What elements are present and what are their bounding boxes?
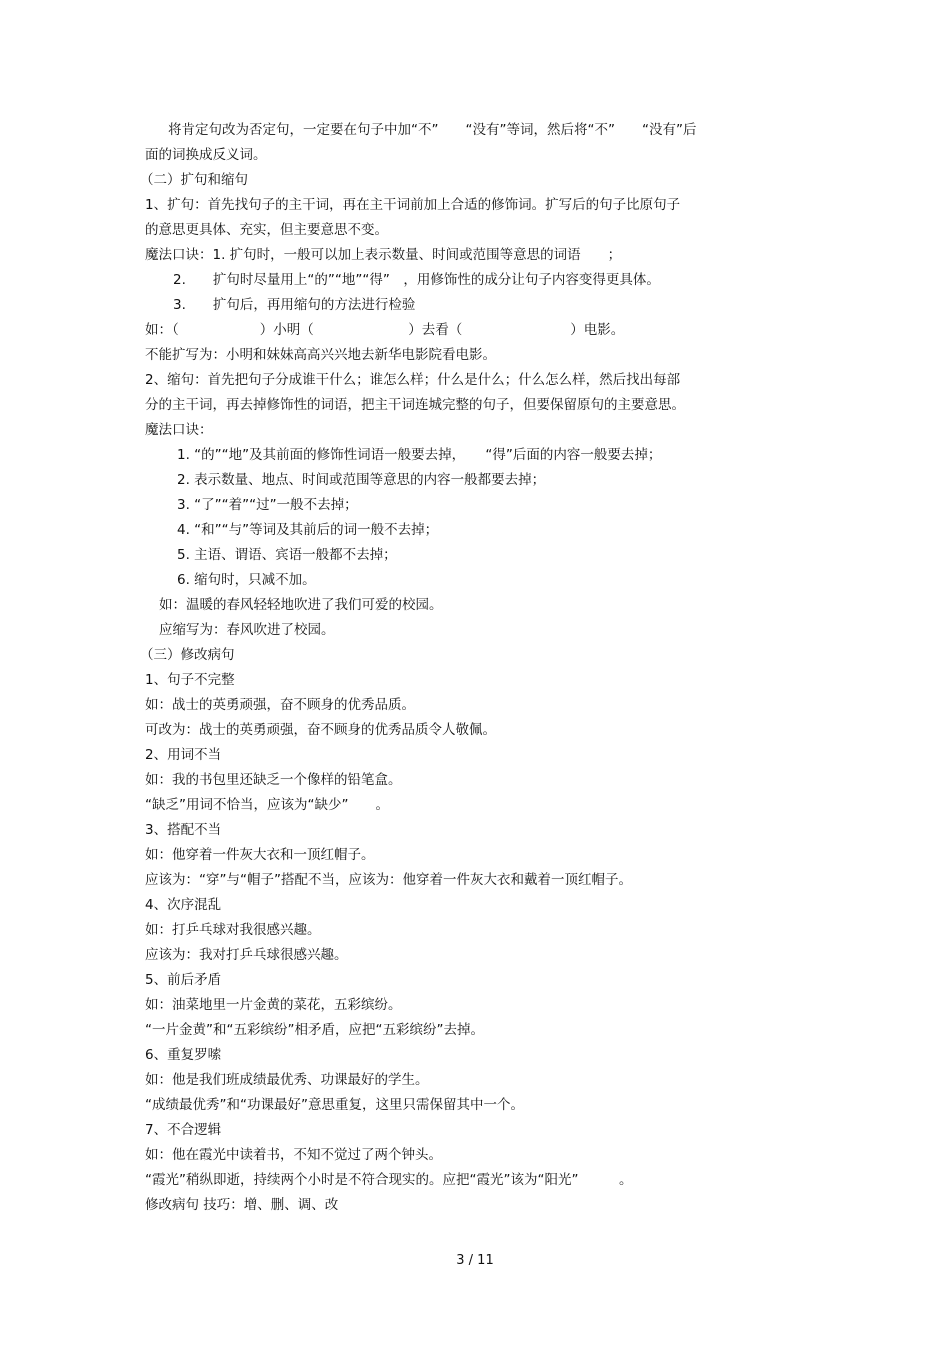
text-line: 如：战士的英勇顽强，奋不顾身的优秀品质。 [145, 697, 415, 713]
text-line: 如：温暖的春风轻轻地吹进了我们可爱的校园。 [159, 597, 443, 613]
text-line: 如：他是我们班成绩最优秀、功课最好的学生。 [145, 1072, 429, 1088]
text-line: 将肯定句改为否定句，一定要在句子中加“不” “没有”等词，然后将“不” “没有”后 [168, 122, 697, 138]
text-line: 1、扩句：首先找句子的主干词，再在主干词前加上合适的修饰词。扩写后的句子比原句子 [145, 197, 681, 213]
subheading: 6、重复罗嗦 [145, 1047, 222, 1063]
text-line: 魔法口诀： [145, 422, 213, 438]
text-line: “霞光”稍纵即逝，持续两个小时是不符合现实的。应把“霞光”该为“阳光” 。 [145, 1172, 633, 1188]
subheading: 1、句子不完整 [145, 672, 235, 688]
list-item: 6. 缩句时，只减不加。 [177, 572, 316, 588]
text-line: 如：他在霞光中读着书，不知不觉过了两个钟头。 [145, 1147, 442, 1163]
subheading: 2、用词不当 [145, 747, 222, 763]
text-line: 如：油菜地里一片金黄的菜花，五彩缤纷。 [145, 997, 402, 1013]
page-number: 3 / 11 [456, 1253, 494, 1268]
text-line: 魔法口诀：1. 扩句时，一般可以加上表示数量、时间或范围等意思的词语 ； [145, 247, 622, 263]
text-line: “一片金黄”和“五彩缤纷”相矛盾，应把“五彩缤纷”去掉。 [145, 1022, 484, 1038]
list-item: 2. 表示数量、地点、时间或范围等意思的内容一般都要去掉； [177, 472, 546, 488]
text-line: 面的词换成反义词。 [145, 147, 267, 163]
section-heading: （三）修改病句 [140, 647, 235, 663]
text-line: 2、缩句：首先把句子分成谁干什么；谁怎么样；什么是什么；什么怎么样，然后找出每部 [145, 372, 681, 388]
text-line: “缺乏”用词不恰当，应该为“缺少” 。 [145, 797, 389, 813]
text-line: 如：我的书包里还缺乏一个像样的铅笔盒。 [145, 772, 402, 788]
list-item: 1. “的”“地”及其前面的修饰性词语一般要去掉， “得”后面的内容一般要去掉； [177, 447, 662, 463]
text-line: 如：他穿着一件灰大衣和一顶红帽子。 [145, 847, 375, 863]
text-line: 应缩写为：春风吹进了校园。 [159, 622, 335, 638]
text-line: 分的主干词，再去掉修饰性的词语，把主干词连城完整的句子，但要保留原句的主要意思。 [145, 397, 685, 413]
list-item: 2. 扩句时尽量用上“的”“地”“得” ，用修饰性的成分让句子内容变得更具体。 [173, 272, 660, 288]
subheading: 4、次序混乱 [145, 897, 222, 913]
text-line: 可改为：战士的英勇顽强，奋不顾身的优秀品质令人敬佩。 [145, 722, 496, 738]
text-line: 如：（ ）小明（ ）去看（ ）电影。 [145, 322, 625, 338]
text-line: 应该为：我对打乒乓球很感兴趣。 [145, 947, 348, 963]
section-heading: （二）扩句和缩句 [140, 172, 248, 188]
text-line: 如：打乒乓球对我很感兴趣。 [145, 922, 321, 938]
list-item: 3. “了”“着”“过”一般不去掉； [177, 497, 358, 513]
text-line: 应该为：“穿”与“帽子”搭配不当，应该为：他穿着一件灰大衣和戴着一顶红帽子。 [145, 872, 632, 888]
list-item: 5. 主语、谓语、宾语一般都不去掉； [177, 547, 397, 563]
text-line: 的意思更具体、充实，但主要意思不变。 [145, 222, 388, 238]
subheading: 3、搭配不当 [145, 822, 222, 838]
text-line: “成绩最优秀”和“功课最好”意思重复，这里只需保留其中一个。 [145, 1097, 524, 1113]
text-line: 修改病句 技巧：增、删、调、改 [145, 1197, 339, 1213]
subheading: 7、不合逻辑 [145, 1122, 222, 1138]
list-item: 3. 扩句后，再用缩句的方法进行检验 [173, 297, 416, 313]
list-item: 4. “和”“与”等词及其前后的词一般不去掉； [177, 522, 439, 538]
text-line: 不能扩写为：小明和妹妹高高兴兴地去新华电影院看电影。 [145, 347, 496, 363]
subheading: 5、前后矛盾 [145, 972, 222, 988]
